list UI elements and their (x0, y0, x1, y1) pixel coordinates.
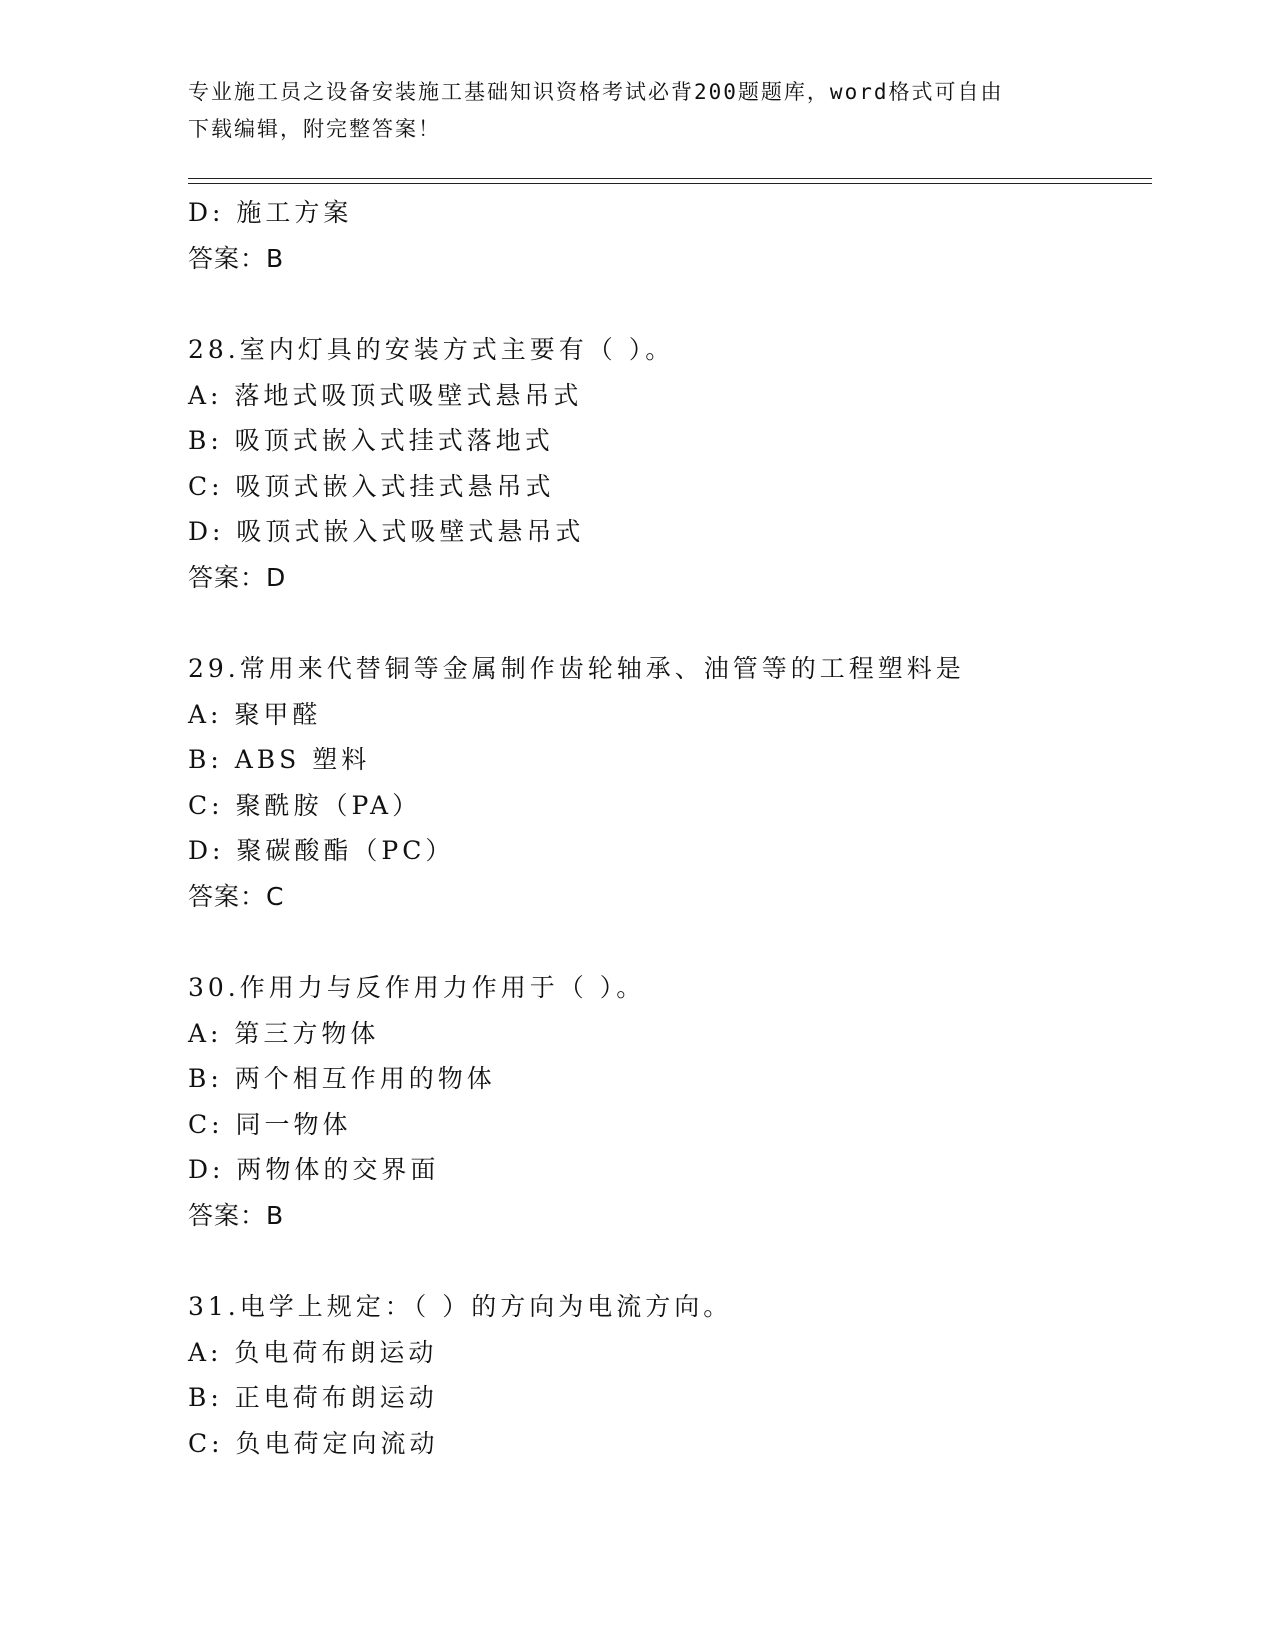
question-30-option-a: A: 第三方物体 (188, 1018, 380, 1048)
question-31-option-b: B: 正电荷布朗运动 (188, 1383, 438, 1412)
question-29-option-d: D: 聚碳酸酯（PC） (188, 836, 455, 865)
question-30-answer: 答案：B (188, 1200, 285, 1230)
question-27-answer: 答案：B (188, 243, 285, 273)
question-29-stem: 29.常用来代替铜等金属制作齿轮轴承、油管等的工程塑料是 (188, 654, 965, 683)
question-31 (188, 1284, 1148, 1466)
question-list (188, 190, 1148, 1466)
question-31-option-a: A: 负电荷布朗运动 (188, 1337, 438, 1367)
question-28 (188, 327, 1148, 600)
question-30-option-d: D: 两物体的交界面 (188, 1155, 440, 1184)
question-27-partial (188, 190, 1148, 281)
question-28-option-c: C: 吸顶式嵌入式挂式悬吊式 (188, 471, 555, 501)
question-31-option-c: C: 负电荷定向流动 (188, 1428, 439, 1458)
header-divider-bottom (188, 183, 1152, 184)
document-header (188, 74, 1088, 148)
question-spacer (188, 600, 1148, 646)
question-31-stem: 31.电学上规定：（ ）的方向为电流方向。 (188, 1292, 733, 1321)
question-28-stem: 28.室内灯具的安装方式主要有（ ）。 (188, 335, 675, 364)
question-30-option-b: B: 两个相互作用的物体 (188, 1064, 496, 1093)
question-29-option-a: A: 聚甲醛 (188, 699, 322, 729)
question-29-answer: 答案：C (188, 881, 285, 911)
question-28-option-d: D: 吸顶式嵌入式吸壁式悬吊式 (188, 517, 585, 546)
question-27-option-d: D: 施工方案 (188, 198, 353, 227)
question-29-option-b: B: ABS 塑料 (188, 745, 371, 774)
question-28-answer: 答案：D (188, 562, 287, 592)
question-28-option-a: A: 落地式吸顶式吸壁式悬吊式 (188, 380, 583, 410)
header-divider-top (188, 178, 1152, 179)
question-30 (188, 965, 1148, 1238)
question-spacer (188, 919, 1148, 965)
question-spacer (188, 1238, 1148, 1284)
question-30-stem: 30.作用力与反作用力作用于（ ）。 (188, 973, 646, 1002)
question-28-option-b: B: 吸顶式嵌入式挂式落地式 (188, 426, 554, 455)
question-30-option-c: C: 同一物体 (188, 1109, 352, 1139)
question-29 (188, 646, 1148, 919)
question-spacer (188, 281, 1148, 327)
question-29-option-c: C: 聚酰胺（PA） (188, 790, 422, 820)
header-title-line-2: 下载编辑，附完整答案！ (188, 117, 441, 141)
header-title-line-1: 专业施工员之设备安装施工基础知识资格考试必背200题题库，word格式可自由 (188, 80, 1004, 104)
